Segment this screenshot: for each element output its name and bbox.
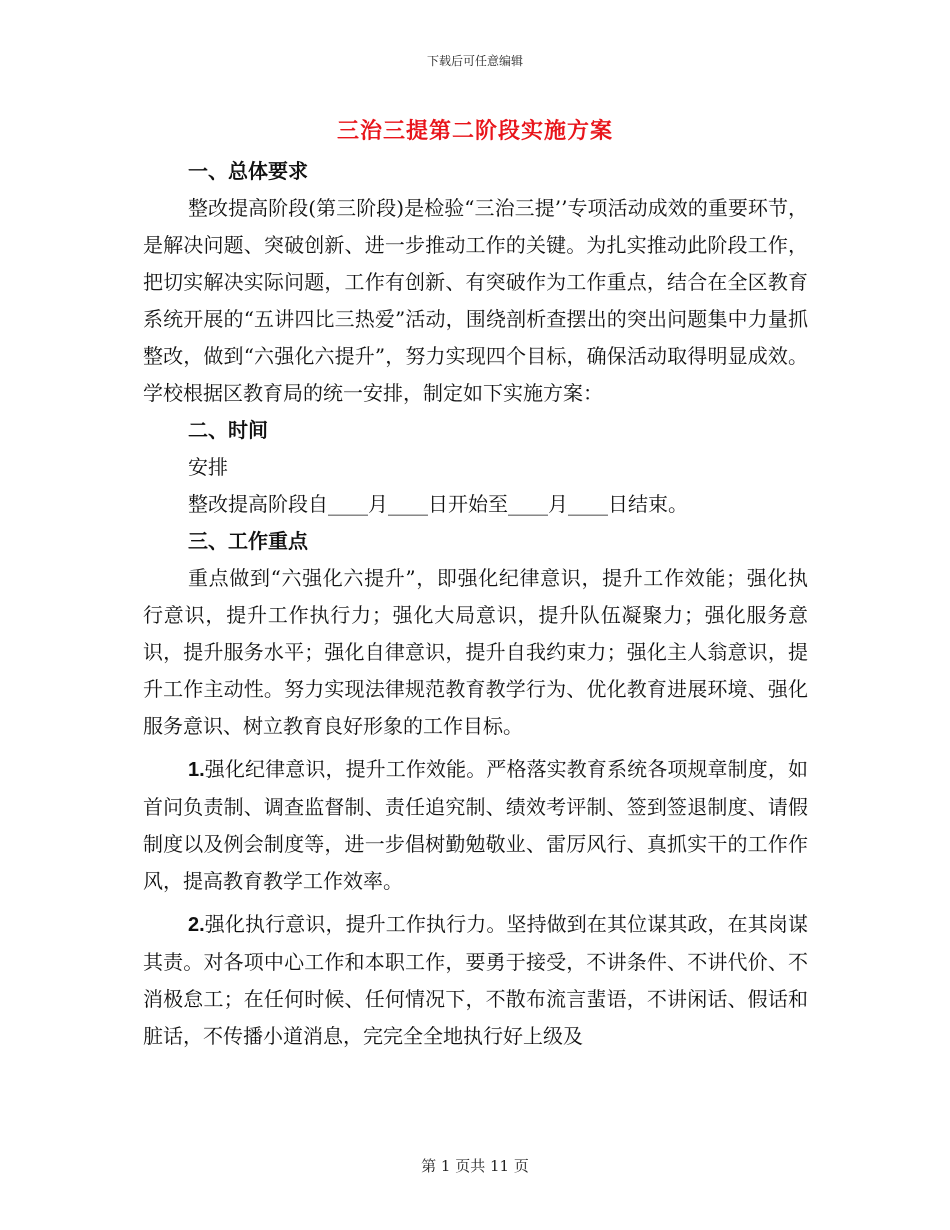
document-title: 三治三提第二阶段实施方案 (336, 119, 613, 144)
paragraph-overall: 整改提高阶段(第三阶段)是检验“三治三提’’专项活动成效的重要环节，是解决问题、突破创新、进一步推动工作的关键。为扎实推动此阶段工作，把切实解决实际问题，工作有创新、有突破作为工作重点，结合在全区教育系统开展的“五讲四比三热爱”活动，围绕剖析查摆出的突出问题集中力量抓整改，做到“六强化六提升”，努力实现四个目标，确保活动取得明显成效。学校根据区教育局的统一安排，制定如下实施方案： (143, 196, 808, 405)
item-number: 2. (188, 914, 205, 936)
page-number-footer: 第 1 页共 11 页 (421, 1157, 529, 1175)
item-number: 1. (188, 759, 205, 781)
time-line-period: 整改提高阶段自____月____日开始至____月____日结束。 (188, 492, 688, 516)
time-line-arrangement: 安排 (188, 455, 228, 479)
section-heading-focus: 三、工作重点 (188, 529, 308, 553)
numbered-item-2 (143, 906, 808, 1055)
document-body (143, 153, 808, 1055)
paragraph-focus: 重点做到“六强化六提升”，即强化纪律意识，提升工作效能；强化执行意识，提升工作执行力；强化大局意识，提升队伍凝聚力；强化服务意识，提升服务水平；强化自律意识，提升自我约束力；强化主人翁意识，提升工作主动性。努力实现法律规范教育教学行为、优化教育进展环境、强化服务意识、树立教育良好形象的工作目标。 (143, 566, 808, 738)
header-note: 下载后可任意编辑 (426, 54, 523, 68)
item-text: 强化执行意识，提升工作执行力。坚持做到在其位谋其政，在其岗谋其责。对各项中心工作和本职工作，要勇于接受，不讲条件、不讲代价、不消极怠工；在任何时候、任何情况下，不散布流言蜚语，不讲闲话、假话和脏话，不传播小道消息，完完全全地执行好上级及 (143, 912, 808, 1048)
numbered-item-1 (143, 751, 808, 900)
item-text: 强化纪律意识，提升工作效能。严格落实教育系统各项规章制度，如首问负责制、调查监督制、责任追究制、绩效考评制、签到签退制度、请假制度以及例会制度等，进一步倡树勤勉敬业、雷厉风行、真抓实干的工作作风，提高教育教学工作效率。 (143, 757, 808, 893)
section-heading-time: 二、时间 (188, 418, 268, 442)
section-heading-overall: 一、总体要求 (188, 159, 308, 183)
